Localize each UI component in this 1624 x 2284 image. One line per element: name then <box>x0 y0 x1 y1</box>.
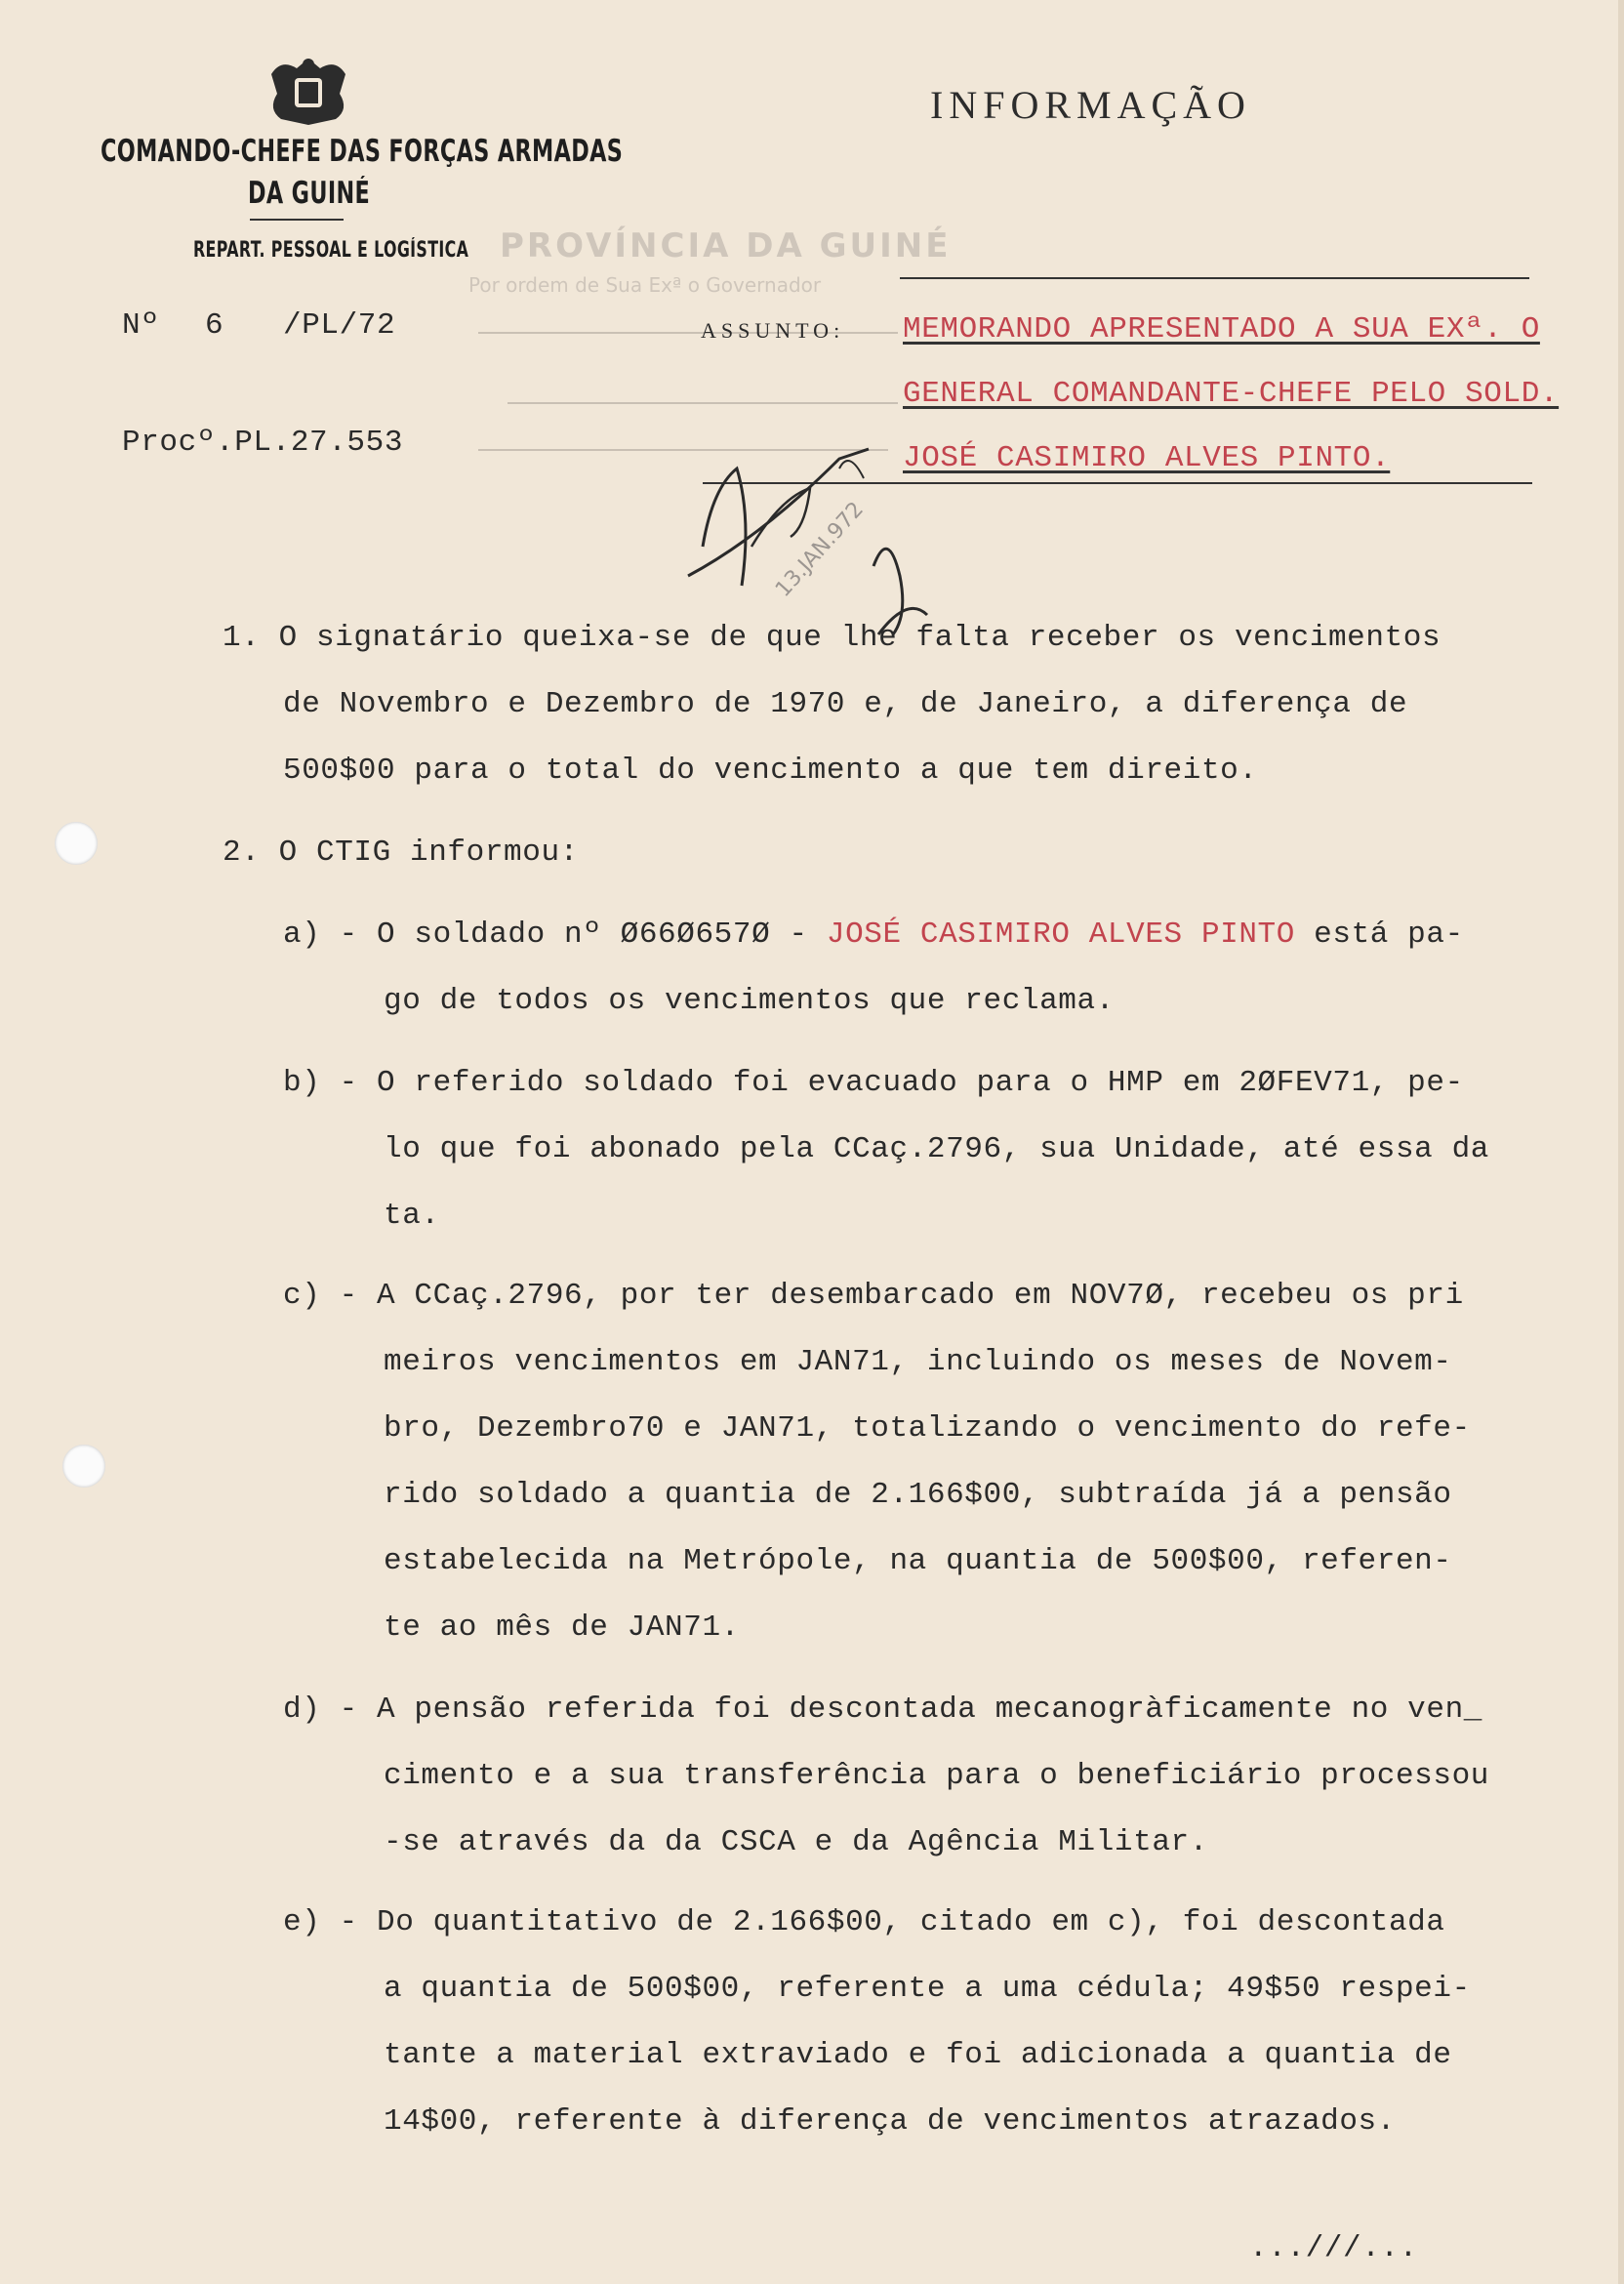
paragraph-line: 500$00 para o total do vencimento a que tem direito. <box>283 754 1258 788</box>
subject-rule-top <box>900 277 1529 279</box>
punch-hole-bottom <box>62 1445 105 1488</box>
paragraph-line: 14$00, referente à diferença de vencimentos atrazados. <box>384 2104 1396 2139</box>
paragraph-line: te ao mês de JAN71. <box>384 1611 740 1645</box>
stamp-province: PROVÍNCIA DA GUINÉ <box>500 226 952 265</box>
paragraph-line: estabelecida na Metrópole, na quantia de 500$00, referen- <box>384 1544 1452 1578</box>
stamp-order: Por ordem de Sua Exª o Governador <box>468 273 822 297</box>
document-title: INFORMAÇÃO <box>930 83 1251 127</box>
item-a-line1 <box>283 918 1464 952</box>
subject-label: ASSUNTO: <box>701 318 845 343</box>
doc-number-suffix: /PL/72 <box>283 308 396 343</box>
paragraph-line: go de todos os vencimentos que reclama. <box>384 984 1115 1018</box>
received-date-stamp: 13.JAN.972 <box>771 497 869 602</box>
paragraph-line: e) - Do quantitativo de 2.166$00, citado em c), foi descontada <box>283 1905 1445 1939</box>
page-edge <box>1618 0 1624 2284</box>
org-divider <box>250 219 344 221</box>
process-number: Procº.PL.27.553 <box>122 426 404 460</box>
punch-hole-top <box>55 822 98 865</box>
item-a-prefix: a) - O soldado nº Ø66Ø657Ø - <box>283 918 827 952</box>
coat-of-arms-icon <box>262 55 355 127</box>
doc-number-label: Nº <box>122 308 160 343</box>
paragraph-line: meiros vencimentos em JAN71, incluindo os meses de Novem- <box>384 1345 1452 1379</box>
subject-line3: JOSÉ CASIMIRO ALVES PINTO. <box>903 441 1391 475</box>
paragraph-line: lo que foi abonado pela CCaç.2796, sua Unidade, até essa da <box>384 1132 1489 1166</box>
paragraph-line: tante a material extraviado e foi adicionada a quantia de <box>384 2038 1452 2072</box>
department-name: REPART. PESSOAL E LOGÍSTICA <box>193 238 469 263</box>
paragraph-line: cimento e a sua transferência para o beneficiário processou <box>384 1759 1489 1793</box>
stamp-line <box>508 402 898 404</box>
doc-number: 6 <box>205 308 224 343</box>
paragraph-line: c) - A CCaç.2796, por ter desembarcado em NOV7Ø, recebeu os pri <box>283 1279 1464 1313</box>
paragraph-line: rido soldado a quantia de 2.166$00, subtraída já a pensão <box>384 1478 1452 1512</box>
org-name-line2: DA GUINÉ <box>248 176 371 211</box>
paragraph-line: 1. O signatário queixa-se de que lhe falta receber os vencimentos <box>223 621 1441 655</box>
paragraph-line: bro, Dezembro70 e JAN71, totalizando o vencimento do refe- <box>384 1411 1471 1446</box>
org-name-line1: COMANDO-CHEFE DAS FORÇAS ARMADAS <box>101 134 624 169</box>
paragraph-2-intro: 2. O CTIG informou: <box>223 836 579 870</box>
paragraph-line: -se através da da CSCA e da Agência Militar. <box>384 1825 1208 1859</box>
paragraph-line: b) - O referido soldado foi evacuado para o HMP em 2ØFEV71, pe- <box>283 1066 1464 1100</box>
paragraph-line: ta. <box>384 1199 440 1233</box>
item-a-suffix: está pa- <box>1294 918 1464 952</box>
paragraph-line: d) - A pensão referida foi descontada mecanogràficamente no ven_ <box>283 1693 1482 1727</box>
paragraph-line: de Novembro e Dezembro de 1970 e, de Janeiro, a diferença de <box>283 687 1408 721</box>
continuation-mark: ...///... <box>1249 2231 1418 2265</box>
subject-line1: MEMORANDO APRESENTADO A SUA EXª. O <box>903 312 1540 347</box>
subject-line2: GENERAL COMANDANTE-CHEFE PELO SOLD. <box>903 377 1560 411</box>
soldier-name: JOSÉ CASIMIRO ALVES PINTO <box>826 918 1295 952</box>
paragraph-line: a quantia de 500$00, referente a uma cédula; 49$50 respei- <box>384 1972 1471 2006</box>
